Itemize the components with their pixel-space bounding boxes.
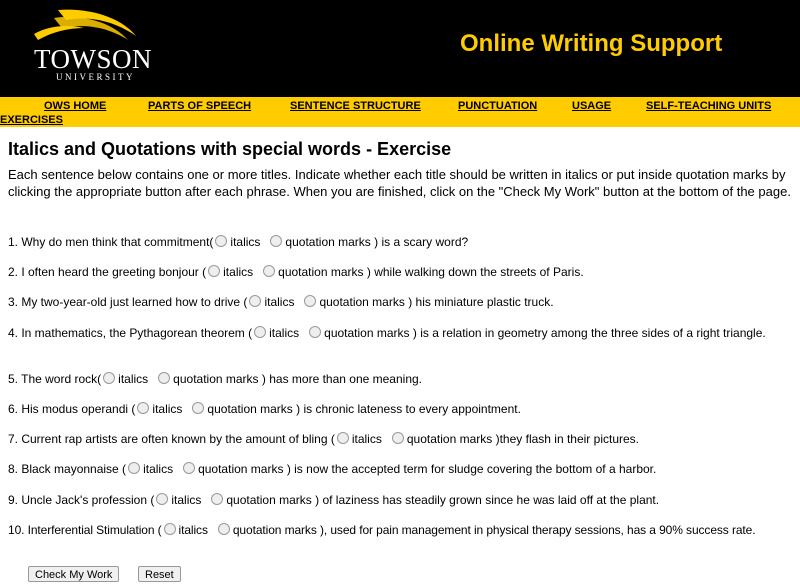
radio-italics[interactable]: [215, 235, 227, 247]
nav-ows-home[interactable]: OWS HOME: [44, 100, 107, 112]
question-8: 8. Black mayonnaise ( italics quotation marks ) is now the accepted term for sludge covering the bottom of a harbor.: [8, 462, 657, 476]
site-title: Online Writing Support: [460, 30, 723, 57]
question-9: 9. Uncle Jack's profession ( italics quotation marks ) of laziness has steadily grown since he was laid off at the plant.: [8, 493, 660, 507]
intro-text: Each sentence below contains one or more titles. Indicate whether each title should be written in italics or put inside quotation marks by clicking the appropriate button after each phrase. When you are finished, click on the "Check My Work" button at the bottom of the page.: [8, 167, 791, 199]
radio-italics[interactable]: [337, 432, 349, 444]
towson-logo[interactable]: [20, 6, 153, 88]
main-nav: [0, 97, 800, 127]
radio-quotation-marks[interactable]: [183, 462, 195, 474]
radio-quotation-marks[interactable]: [392, 432, 404, 444]
radio-quotation-marks[interactable]: [263, 265, 275, 277]
nav-sentence-structure[interactable]: SENTENCE STRUCTURE: [290, 100, 421, 112]
question-2: 2. I often heard the greeting bonjour ( italics quotation marks ) while walking down the streets of Paris.: [8, 265, 584, 279]
radio-italics[interactable]: [103, 372, 115, 384]
nav-self-teaching-units[interactable]: SELF-TEACHING UNITS: [646, 100, 772, 112]
question-6: 6. His modus operandi ( italics quotation marks ) is chronic lateness to every appointment.: [8, 402, 521, 416]
radio-italics[interactable]: [128, 462, 140, 474]
question-4: 4. In mathematics, the Pythagorean theorem ( italics quotation marks ) is a relation in geometry among the three sides of a right triangle.: [8, 326, 766, 340]
radio-quotation-marks[interactable]: [309, 326, 321, 338]
check-my-work-button[interactable]: Check My Work: [28, 566, 119, 582]
radio-quotation-marks[interactable]: [304, 295, 316, 307]
main-content: [8, 139, 800, 200]
nav-punctuation[interactable]: PUNCTUATION: [458, 100, 538, 112]
radio-quotation-marks[interactable]: [211, 493, 223, 505]
nav-parts-of-speech[interactable]: PARTS OF SPEECH: [148, 100, 252, 112]
flame-logo-icon: [28, 6, 138, 46]
radio-quotation-marks[interactable]: [218, 523, 230, 535]
logo-subtitle: UNIVERSITY: [56, 72, 135, 82]
question-5: 5. The word rock( italics quotation marks ) has more than one meaning.: [8, 372, 423, 386]
question-3: 3. My two-year-old just learned how to drive ( italics quotation marks ) his miniature plastic truck.: [8, 295, 554, 309]
nav-exercises[interactable]: EXERCISES: [0, 114, 63, 126]
radio-italics[interactable]: [156, 493, 168, 505]
nav-usage[interactable]: USAGE: [572, 100, 612, 112]
question-7: 7. Current rap artists are often known by the amount of bling ( italics quotation marks )they flash in their pictures.: [8, 432, 639, 446]
question-10: 10. Interferential Stimulation ( italics quotation marks ), used for pain management in physical therapy sessions, has a 90% success rate.: [8, 523, 756, 537]
radio-italics[interactable]: [208, 265, 220, 277]
reset-button[interactable]: Reset: [138, 566, 181, 582]
page-title: Italics and Quotations with special words - Exercise: [8, 139, 452, 159]
radio-italics[interactable]: [249, 295, 261, 307]
radio-italics[interactable]: [137, 402, 149, 414]
radio-quotation-marks[interactable]: [270, 235, 282, 247]
site-header: [0, 0, 800, 97]
radio-italics[interactable]: [254, 326, 266, 338]
question-1: 1. Why do men think that commitment( italics quotation marks ) is a scary word?: [8, 235, 469, 249]
radio-italics[interactable]: [164, 523, 176, 535]
logo-name: TOWSON: [34, 44, 153, 74]
radio-quotation-marks[interactable]: [158, 372, 170, 384]
radio-quotation-marks[interactable]: [192, 402, 204, 414]
